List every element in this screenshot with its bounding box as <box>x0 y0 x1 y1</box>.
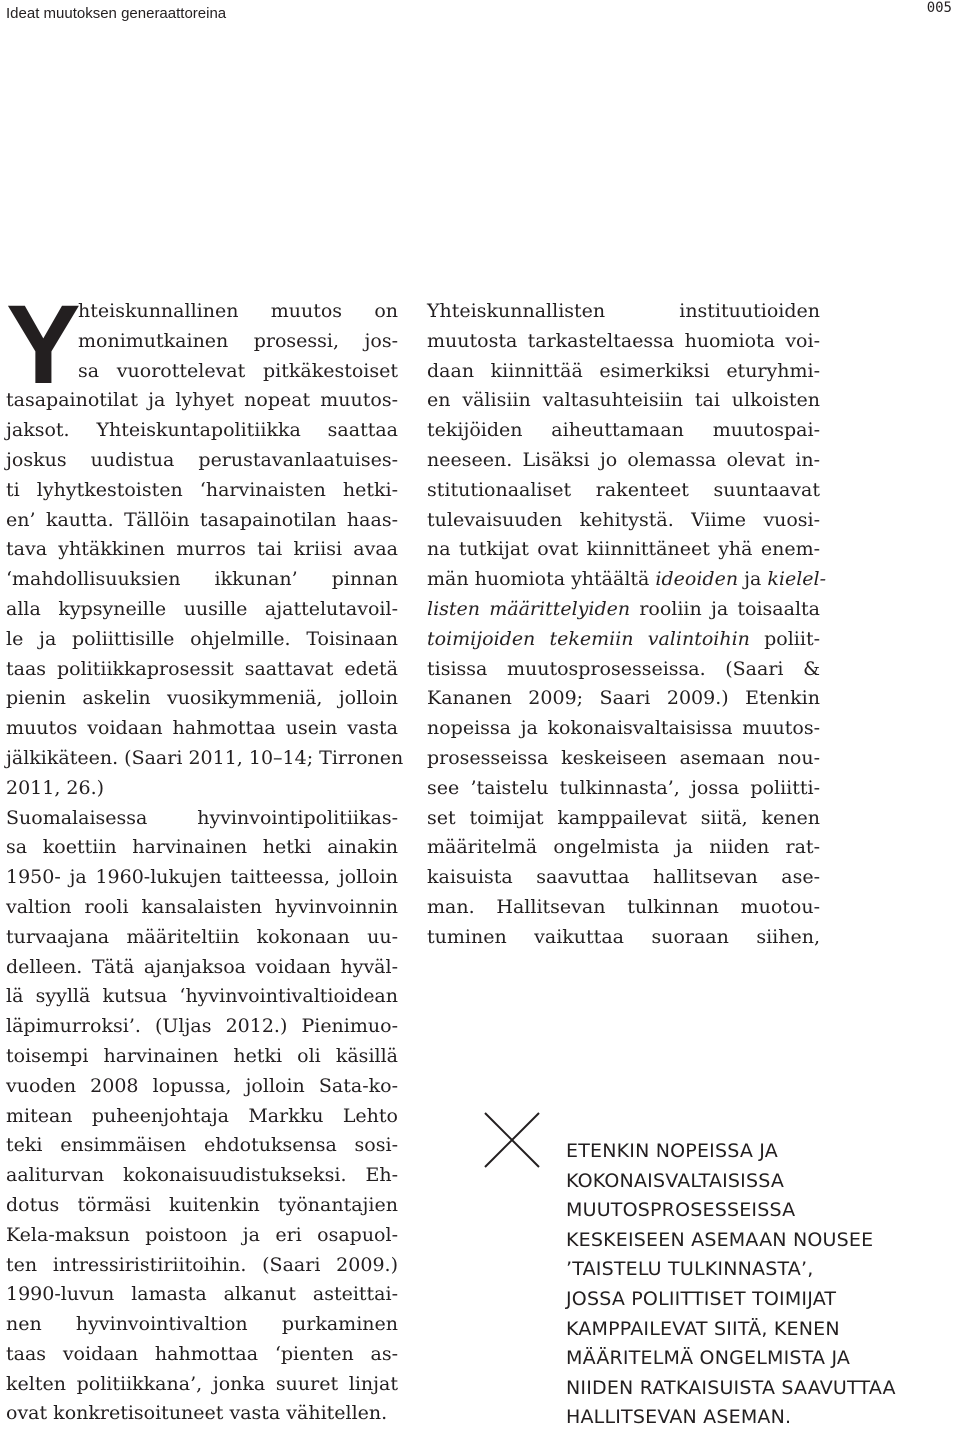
page-number: 005 <box>926 0 952 16</box>
text-line: pienin askelin vuosikymmeniä, jolloin <box>6 687 398 710</box>
text-line: taas politiikkaprosessit saattavat edetä <box>6 657 398 680</box>
text-line: muutosta tarkasteltaessa huomiota voi- <box>427 329 820 352</box>
text-line: le ja poliittisille ohjelmille. Toisinaan <box>6 627 398 650</box>
cross-icon <box>484 1112 540 1168</box>
text-run: män huomiota yhtäältä <box>427 568 656 591</box>
text-line: kelten politiikkana’, jonka suuret linjat <box>6 1372 398 1395</box>
text-line: kaisuista saavuttaa hallitsevan ase- <box>427 866 820 889</box>
text-line: Suomalaisessa hyvinvointipolitiikas- <box>6 806 398 829</box>
italic-term: ideoiden <box>655 568 739 591</box>
left-column <box>6 282 404 1429</box>
text-line: neeseen. Lisäksi jo olemassa olevat in- <box>427 448 820 471</box>
text-line: vuoden 2008 lopussa, jolloin Sata-ko- <box>6 1074 398 1097</box>
text-line: ‘mahdollisuuksien ikkunan’ pinnan <box>6 568 398 591</box>
text-line <box>427 595 820 625</box>
text-line: prosesseissa keskeiseen asemaan nou- <box>427 746 820 769</box>
text-line: hteiskunnallinen muutos on <box>78 300 398 322</box>
text-line: tisissa muutosprosesseissa. (Saari & <box>427 657 820 680</box>
text-line: 2011, 26.) <box>6 776 105 799</box>
text-line: see ’taistelu tulkinnasta’, jossa poliitti- <box>427 776 820 799</box>
italic-term: toimijoiden tekemiin valintoihin <box>427 627 750 650</box>
text-line: 1950- ja 1960-lukujen taitteessa, jolloin <box>6 866 398 889</box>
text-line: Yhteiskunnallisten instituutioiden <box>427 300 820 322</box>
text-line: toisempi harvinainen hetki oli käsillä <box>6 1044 398 1067</box>
text-line: 1990-luvun lamasta alkanut asteittai- <box>6 1283 398 1306</box>
text-line: alla kypsyneille uusille ajattelutavoil- <box>6 597 398 620</box>
text-line: sa koettiin harvinainen hetki ainakin <box>6 836 398 859</box>
text-line: joskus uudistua perustavanlaatuises- <box>6 448 398 471</box>
italic-term: kielel- <box>767 568 827 591</box>
pull-quote-line: MUUTOSPROSESSEISSA <box>566 1199 796 1222</box>
text-line: lä syyllä kutsua ‘hyvinvointivaltioidean <box>6 985 398 1008</box>
pull-quote-line: MÄÄRITELMÄ ONGELMISTA JA <box>566 1347 851 1370</box>
text-line: Kananen 2009; Saari 2009.) Etenkin <box>427 687 820 710</box>
text-line: jaksot. Yhteiskuntapolitiikka saattaa <box>6 419 398 442</box>
text-line: määritelmä ongelmista ja niiden rat- <box>427 836 820 859</box>
text-line: ovat konkretisoituneet vasta vähitellen. <box>6 1402 388 1425</box>
text-run: rooliin ja toisaalta <box>630 597 820 620</box>
text-run: poliit- <box>749 627 820 650</box>
text-line: delleen. Tätä ajanjaksoa voidaan hyväl- <box>6 955 398 978</box>
text-line: monimutkainen prosessi, jos- <box>78 329 398 352</box>
running-header: Ideat muutoksen generaattoreina <box>6 5 227 22</box>
pull-quote-line: KESKEISEEN ASEMAAN NOUSEE <box>566 1228 874 1251</box>
text-line: Kela-maksun poistoon ja eri osapuol- <box>6 1223 398 1246</box>
italic-term: listen määrittelyiden <box>427 597 631 620</box>
text-line: mitean puheenjohtaja Markku Lehto <box>6 1104 398 1127</box>
text-line: set toimijat kamppailevat siitä, kenen <box>427 806 820 829</box>
text-line: na tutkijat ovat kiinnittäneet yhä enem- <box>427 538 820 561</box>
text-line: tuminen vaikuttaa suoraan siihen, <box>427 925 820 948</box>
drop-cap: Y <box>6 282 81 407</box>
pull-quote-line: ETENKIN NOPEISSA JA <box>566 1140 778 1162</box>
text-line: ti lyhytkestoisten ‘harvinaisten hetki- <box>6 478 398 501</box>
text-line: taas voidaan hahmottaa ‘pienten as- <box>6 1342 398 1365</box>
text-line: teki ensimmäisen ehdotuksensa sosi- <box>6 1134 398 1157</box>
text-line: en välisiin valtasuhteisiin tai ulkoisten <box>427 389 820 412</box>
right-column <box>427 297 827 953</box>
text-line: tasapainotilat ja lyhyet nopeat muutos- <box>6 389 398 412</box>
text-line: turvaajana määriteltiin kokonaan uu- <box>6 925 398 948</box>
text-line: man. Hallitsevan tulkinnan muotou- <box>427 895 820 918</box>
text-line: aaliturvan kokonaisuudistukseksi. Eh- <box>6 1164 398 1187</box>
text-line: dotus törmäsi kuitenkin työnantajien <box>6 1193 398 1216</box>
text-line: jälkikäteen. (Saari 2011, 10–14; Tirronen <box>6 746 404 769</box>
text-line: stitutionaaliset rakenteet suuntaavat <box>427 478 820 501</box>
pull-quote-line: KAMPPAILEVAT SIITÄ, KENEN <box>566 1317 840 1340</box>
text-line: tava yhtäkkinen murros tai kriisi avaa <box>6 538 398 561</box>
text-line: läpimurroksi’. (Uljas 2012.) Pienimuo- <box>6 1015 398 1038</box>
text-line: en’ kautta. Tällöin tasapainotilan haas- <box>6 508 398 531</box>
text-line: tulevaisuuden kehitystä. Viime vuosi- <box>427 508 820 531</box>
pull-quote <box>566 1137 896 1433</box>
text-line: nen hyvinvointivaltion purkaminen <box>6 1313 398 1336</box>
text-line: valtion rooli kansalaisten hyvinvoinnin <box>6 895 398 918</box>
text-run: ja <box>738 568 768 591</box>
text-line <box>427 565 827 595</box>
text-line: ten intressiristiriitoihin. (Saari 2009.) <box>6 1253 398 1276</box>
pull-quote-line: KOKONAISVALTAISISSA <box>566 1169 785 1192</box>
text-line: muutos voidaan hahmottaa usein vasta <box>6 717 398 740</box>
text-line: nopeissa ja kokonaisvaltaisissa muutos- <box>427 717 820 740</box>
pull-quote-line: NIIDEN RATKAISUISTA SAAVUTTAA <box>566 1376 896 1399</box>
text-line: tekijöiden aiheuttamaan muutospai- <box>427 419 820 442</box>
text-line <box>427 625 820 655</box>
pull-quote-line: JOSSA POLIITTISET TOIMIJAT <box>566 1287 837 1310</box>
text-line: sa vuorottelevat pitkäkestoiset <box>78 359 398 382</box>
pull-quote-line: HALLITSEVAN ASEMAN. <box>566 1406 792 1429</box>
pull-quote-line: ’TAISTELU TULKINNASTA’, <box>566 1258 814 1281</box>
text-line: daan kiinnittää esimerkiksi eturyhmi- <box>427 359 820 382</box>
